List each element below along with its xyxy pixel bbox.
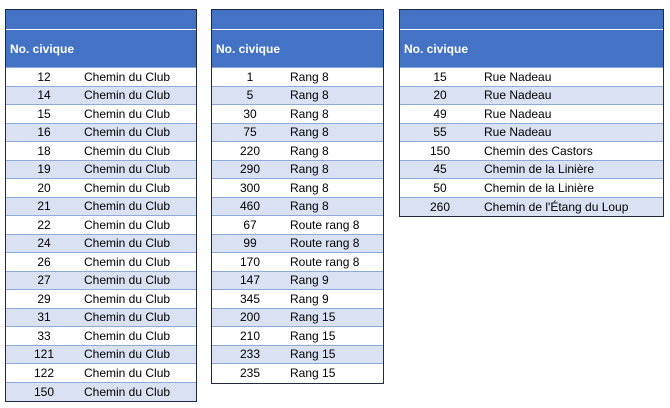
table-row — [6, 179, 196, 198]
civic-number-cell: 30 — [243, 106, 257, 121]
column-header-civic-number: No. civique — [6, 30, 196, 68]
table-row — [6, 290, 196, 309]
civic-number-cell: 18 — [37, 143, 51, 158]
civic-number-cell: 345 — [239, 291, 261, 306]
street-name-cell: Chemin de la Linière — [484, 180, 595, 195]
table-row — [6, 68, 196, 87]
civic-number-cell: 122 — [33, 365, 55, 380]
table-body — [400, 68, 663, 216]
table-row — [212, 105, 383, 124]
street-name-cell: Rang 8 — [290, 125, 329, 140]
street-name-cell: Chemin du Club — [84, 88, 171, 103]
street-name-cell: Rue Nadeau — [484, 69, 552, 84]
civic-number-cell: 1 — [246, 69, 254, 84]
table-row — [6, 142, 196, 161]
civic-number-cell: 300 — [239, 180, 261, 195]
street-name-cell: Chemin du Club — [84, 125, 171, 140]
table-row — [6, 216, 196, 235]
civic-number-cell: 150 — [33, 384, 55, 399]
street-name-cell: Chemin du Club — [84, 273, 171, 288]
table-row — [212, 346, 383, 365]
civic-number-cell: 20 — [37, 180, 51, 195]
table-row — [212, 327, 383, 346]
street-name-cell: Rang 15 — [290, 328, 336, 343]
table-row — [212, 68, 383, 87]
street-name-cell: Rang 15 — [290, 366, 336, 381]
civic-number-cell: 147 — [239, 273, 261, 288]
table-row — [400, 87, 663, 106]
address-table-3 — [399, 9, 664, 217]
table-row — [6, 327, 196, 346]
table-header-band — [400, 10, 663, 30]
civic-number-cell: 22 — [37, 217, 51, 232]
street-name-cell: Chemin du Club — [84, 217, 171, 232]
civic-number-cell: 31 — [37, 310, 51, 325]
table-row — [212, 364, 383, 383]
civic-number-cell: 19 — [37, 162, 51, 177]
table-row — [212, 290, 383, 309]
street-name-cell: Chemin du Club — [84, 347, 171, 362]
civic-number-cell: 33 — [37, 328, 51, 343]
civic-number-cell: 5 — [246, 88, 254, 103]
table-row — [6, 235, 196, 254]
street-name-cell: Rang 8 — [290, 106, 329, 121]
civic-number-cell: 67 — [243, 217, 257, 232]
civic-number-cell: 50 — [433, 180, 447, 195]
civic-number-cell: 121 — [33, 347, 55, 362]
table-body — [6, 68, 196, 401]
table-row — [400, 142, 663, 161]
table-header-band — [212, 10, 383, 30]
civic-number-cell: 210 — [239, 328, 261, 343]
table-row — [6, 198, 196, 217]
table-row — [6, 309, 196, 328]
civic-number-cell: 99 — [243, 236, 257, 251]
civic-number-cell: 233 — [239, 347, 261, 362]
civic-number-cell: 170 — [239, 254, 261, 269]
street-name-cell: Chemin de l'Étang du Loup — [484, 199, 629, 214]
civic-number-cell: 24 — [37, 236, 51, 251]
table-row — [400, 124, 663, 143]
table-row — [212, 309, 383, 328]
street-name-cell: Rang 8 — [290, 143, 329, 158]
civic-number-cell: 26 — [37, 254, 51, 269]
table-body — [212, 68, 383, 383]
civic-number-cell: 21 — [37, 199, 51, 214]
table-row — [212, 142, 383, 161]
civic-number-cell: 16 — [37, 125, 51, 140]
street-name-cell: Route rang 8 — [290, 236, 360, 251]
street-name-cell: Chemin du Club — [84, 384, 171, 399]
table-row — [212, 198, 383, 217]
table-row — [6, 161, 196, 180]
street-name-cell: Chemin du Club — [84, 162, 171, 177]
civic-number-cell: 55 — [433, 125, 447, 140]
table-row — [6, 364, 196, 383]
street-name-cell: Route rang 8 — [290, 217, 360, 232]
civic-number-cell: 15 — [433, 69, 447, 84]
table-row — [6, 383, 196, 402]
street-name-cell: Rang 8 — [290, 199, 329, 214]
civic-number-cell: 150 — [429, 143, 451, 158]
table-row — [6, 272, 196, 291]
address-table-1 — [5, 9, 197, 402]
civic-number-cell: 45 — [433, 162, 447, 177]
street-name-cell: Rang 15 — [290, 347, 336, 362]
civic-number-cell: 12 — [37, 69, 51, 84]
table-row — [212, 216, 383, 235]
street-name-cell: Chemin du Club — [84, 199, 171, 214]
civic-number-cell: 260 — [429, 199, 451, 214]
table-row — [400, 161, 663, 180]
street-name-cell: Chemin du Club — [84, 143, 171, 158]
civic-number-cell: 20 — [433, 88, 447, 103]
street-name-cell: Rang 8 — [290, 162, 329, 177]
civic-number-cell: 27 — [37, 273, 51, 288]
civic-number-cell: 460 — [239, 199, 261, 214]
civic-number-cell: 15 — [37, 106, 51, 121]
civic-number-cell: 220 — [239, 143, 261, 158]
table-row — [212, 124, 383, 143]
table-row — [6, 105, 196, 124]
civic-number-cell: 290 — [239, 162, 261, 177]
address-table-2 — [211, 9, 384, 384]
street-name-cell: Rang 8 — [290, 88, 329, 103]
table-row — [6, 124, 196, 143]
column-header-civic-number: No. civique — [400, 30, 663, 68]
civic-number-cell: 29 — [37, 291, 51, 306]
street-name-cell: Rue Nadeau — [484, 125, 552, 140]
civic-number-cell: 235 — [239, 366, 261, 381]
table-row — [212, 179, 383, 198]
civic-number-cell: 75 — [243, 125, 257, 140]
street-name-cell: Rang 9 — [290, 291, 329, 306]
street-name-cell: Rue Nadeau — [484, 88, 552, 103]
table-row — [212, 161, 383, 180]
street-name-cell: Route rang 8 — [290, 254, 360, 269]
street-name-cell: Chemin de la Linière — [484, 162, 595, 177]
table-row — [6, 87, 196, 106]
street-name-cell: Chemin du Club — [84, 180, 171, 195]
table-row — [400, 105, 663, 124]
street-name-cell: Rang 8 — [290, 69, 329, 84]
street-name-cell: Rue Nadeau — [484, 106, 552, 121]
street-name-cell: Chemin des Castors — [484, 143, 593, 158]
table-row — [212, 253, 383, 272]
street-name-cell: Rang 15 — [290, 310, 336, 325]
column-header-civic-number: No. civique — [212, 30, 383, 68]
street-name-cell: Rang 8 — [290, 180, 329, 195]
table-row — [6, 253, 196, 272]
street-name-cell: Chemin du Club — [84, 236, 171, 251]
table-row — [400, 198, 663, 217]
street-name-cell: Chemin du Club — [84, 291, 171, 306]
street-name-cell: Chemin du Club — [84, 310, 171, 325]
street-name-cell: Chemin du Club — [84, 254, 171, 269]
civic-number-cell: 14 — [37, 88, 51, 103]
civic-number-cell: 200 — [239, 310, 261, 325]
street-name-cell: Chemin du Club — [84, 365, 171, 380]
table-header-band — [6, 10, 196, 30]
civic-number-cell: 49 — [433, 106, 447, 121]
street-name-cell: Chemin du Club — [84, 69, 171, 84]
street-name-cell: Rang 9 — [290, 273, 329, 288]
table-row — [400, 179, 663, 198]
street-name-cell: Chemin du Club — [84, 106, 171, 121]
table-row — [212, 272, 383, 291]
table-row — [400, 68, 663, 87]
table-row — [212, 235, 383, 254]
table-row — [6, 346, 196, 365]
street-name-cell: Chemin du Club — [84, 328, 171, 343]
table-row — [212, 87, 383, 106]
